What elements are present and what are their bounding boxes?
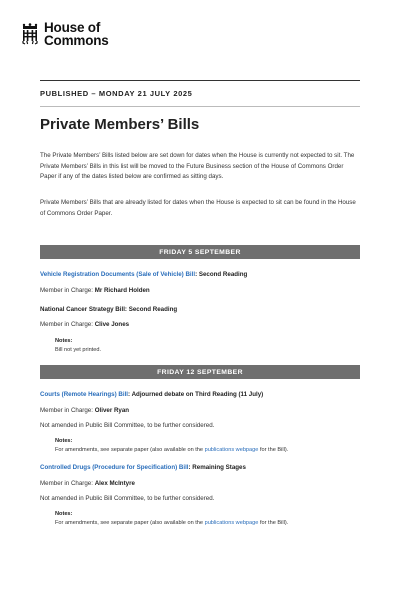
member-label: Member in Charge: [40,321,95,328]
member-label: Member in Charge: [40,480,95,487]
notes-text-post: for the Bill). [258,447,289,453]
intro-paragraph-1: The Private Members’ Bills listed below are set down for dates when the House is currently not expected to sit. The Private Members’ Bills in this list will be moved to the Future Business section of the House of Commons Order Paper if any of the dates listed below are confirmed as sitting days. [40,152,355,180]
page-title: Private Members’ Bills [40,116,200,133]
bill-stage: : Second Reading [195,271,248,278]
member-in-charge [40,406,360,415]
bill-stage: : Adjourned debate on Third Reading (11 July) [128,391,264,398]
bill-link-courts-remote-hearings[interactable]: Courts (Remote Hearings) Bill [40,391,129,398]
logo-wordmark [44,22,109,47]
committee-status: Not amended in Public Bill Committee, to be further considered. [40,495,215,502]
bill-stage: : Remaining Stages [188,464,246,471]
bill-link-vehicle-registration[interactable]: Vehicle Registration Documents (Sale of Vehicle) Bill [40,271,196,278]
header-divider [40,106,360,107]
portcullis-icon [20,23,40,45]
notes-text [55,447,288,453]
intro-paragraph-2: Private Members’ Bills that are already listed for dates when the House is expected to sit can be found in the House of Commons Order Paper. [40,199,356,217]
member-label: Member in Charge: [40,407,95,414]
published-date: PUBLISHED – MONDAY 21 JULY 2025 [40,89,193,98]
logo-line-1: House of [44,20,101,35]
notes-text-pre: For amendments, see separate paper (also available on the [55,447,205,453]
publications-webpage-link[interactable]: publications webpage [204,447,259,453]
notes-text: Bill not yet printed. [55,347,102,353]
bill-heading [40,390,360,399]
bill-heading [40,270,360,279]
committee-status: Not amended in Public Bill Committee, to be further considered. [40,422,215,429]
member-label: Member in Charge: [40,287,95,294]
logo-line-2: Commons [44,32,109,48]
member-in-charge [40,320,360,329]
house-of-commons-logo [20,22,109,47]
notes-label: Notes: [55,438,73,444]
notes-text-pre: For amendments, see separate paper (also available on the [55,520,205,526]
notes-label: Notes: [55,511,73,517]
date-heading-friday-12-september: FRIDAY 12 SEPTEMBER [40,365,360,379]
member-in-charge [40,479,360,488]
member-name: Oliver Ryan [94,407,130,414]
member-name: Alex McIntyre [94,480,135,487]
bill-heading-national-cancer-strategy: National Cancer Strategy Bill: Second Reading [40,306,178,313]
member-name: Mr Richard Holden [94,287,150,294]
bill-heading [40,463,360,472]
member-in-charge [40,286,360,295]
date-heading-friday-5-september: FRIDAY 5 SEPTEMBER [40,245,360,259]
publications-webpage-link[interactable]: publications webpage [204,520,259,526]
notes-label: Notes: [55,338,73,344]
notes-text [55,520,288,526]
bill-link-controlled-drugs[interactable]: Controlled Drugs (Procedure for Specification) Bill [40,464,189,471]
notes-text-post: for the Bill). [258,520,289,526]
top-divider [40,80,360,81]
member-name: Clive Jones [94,321,130,328]
